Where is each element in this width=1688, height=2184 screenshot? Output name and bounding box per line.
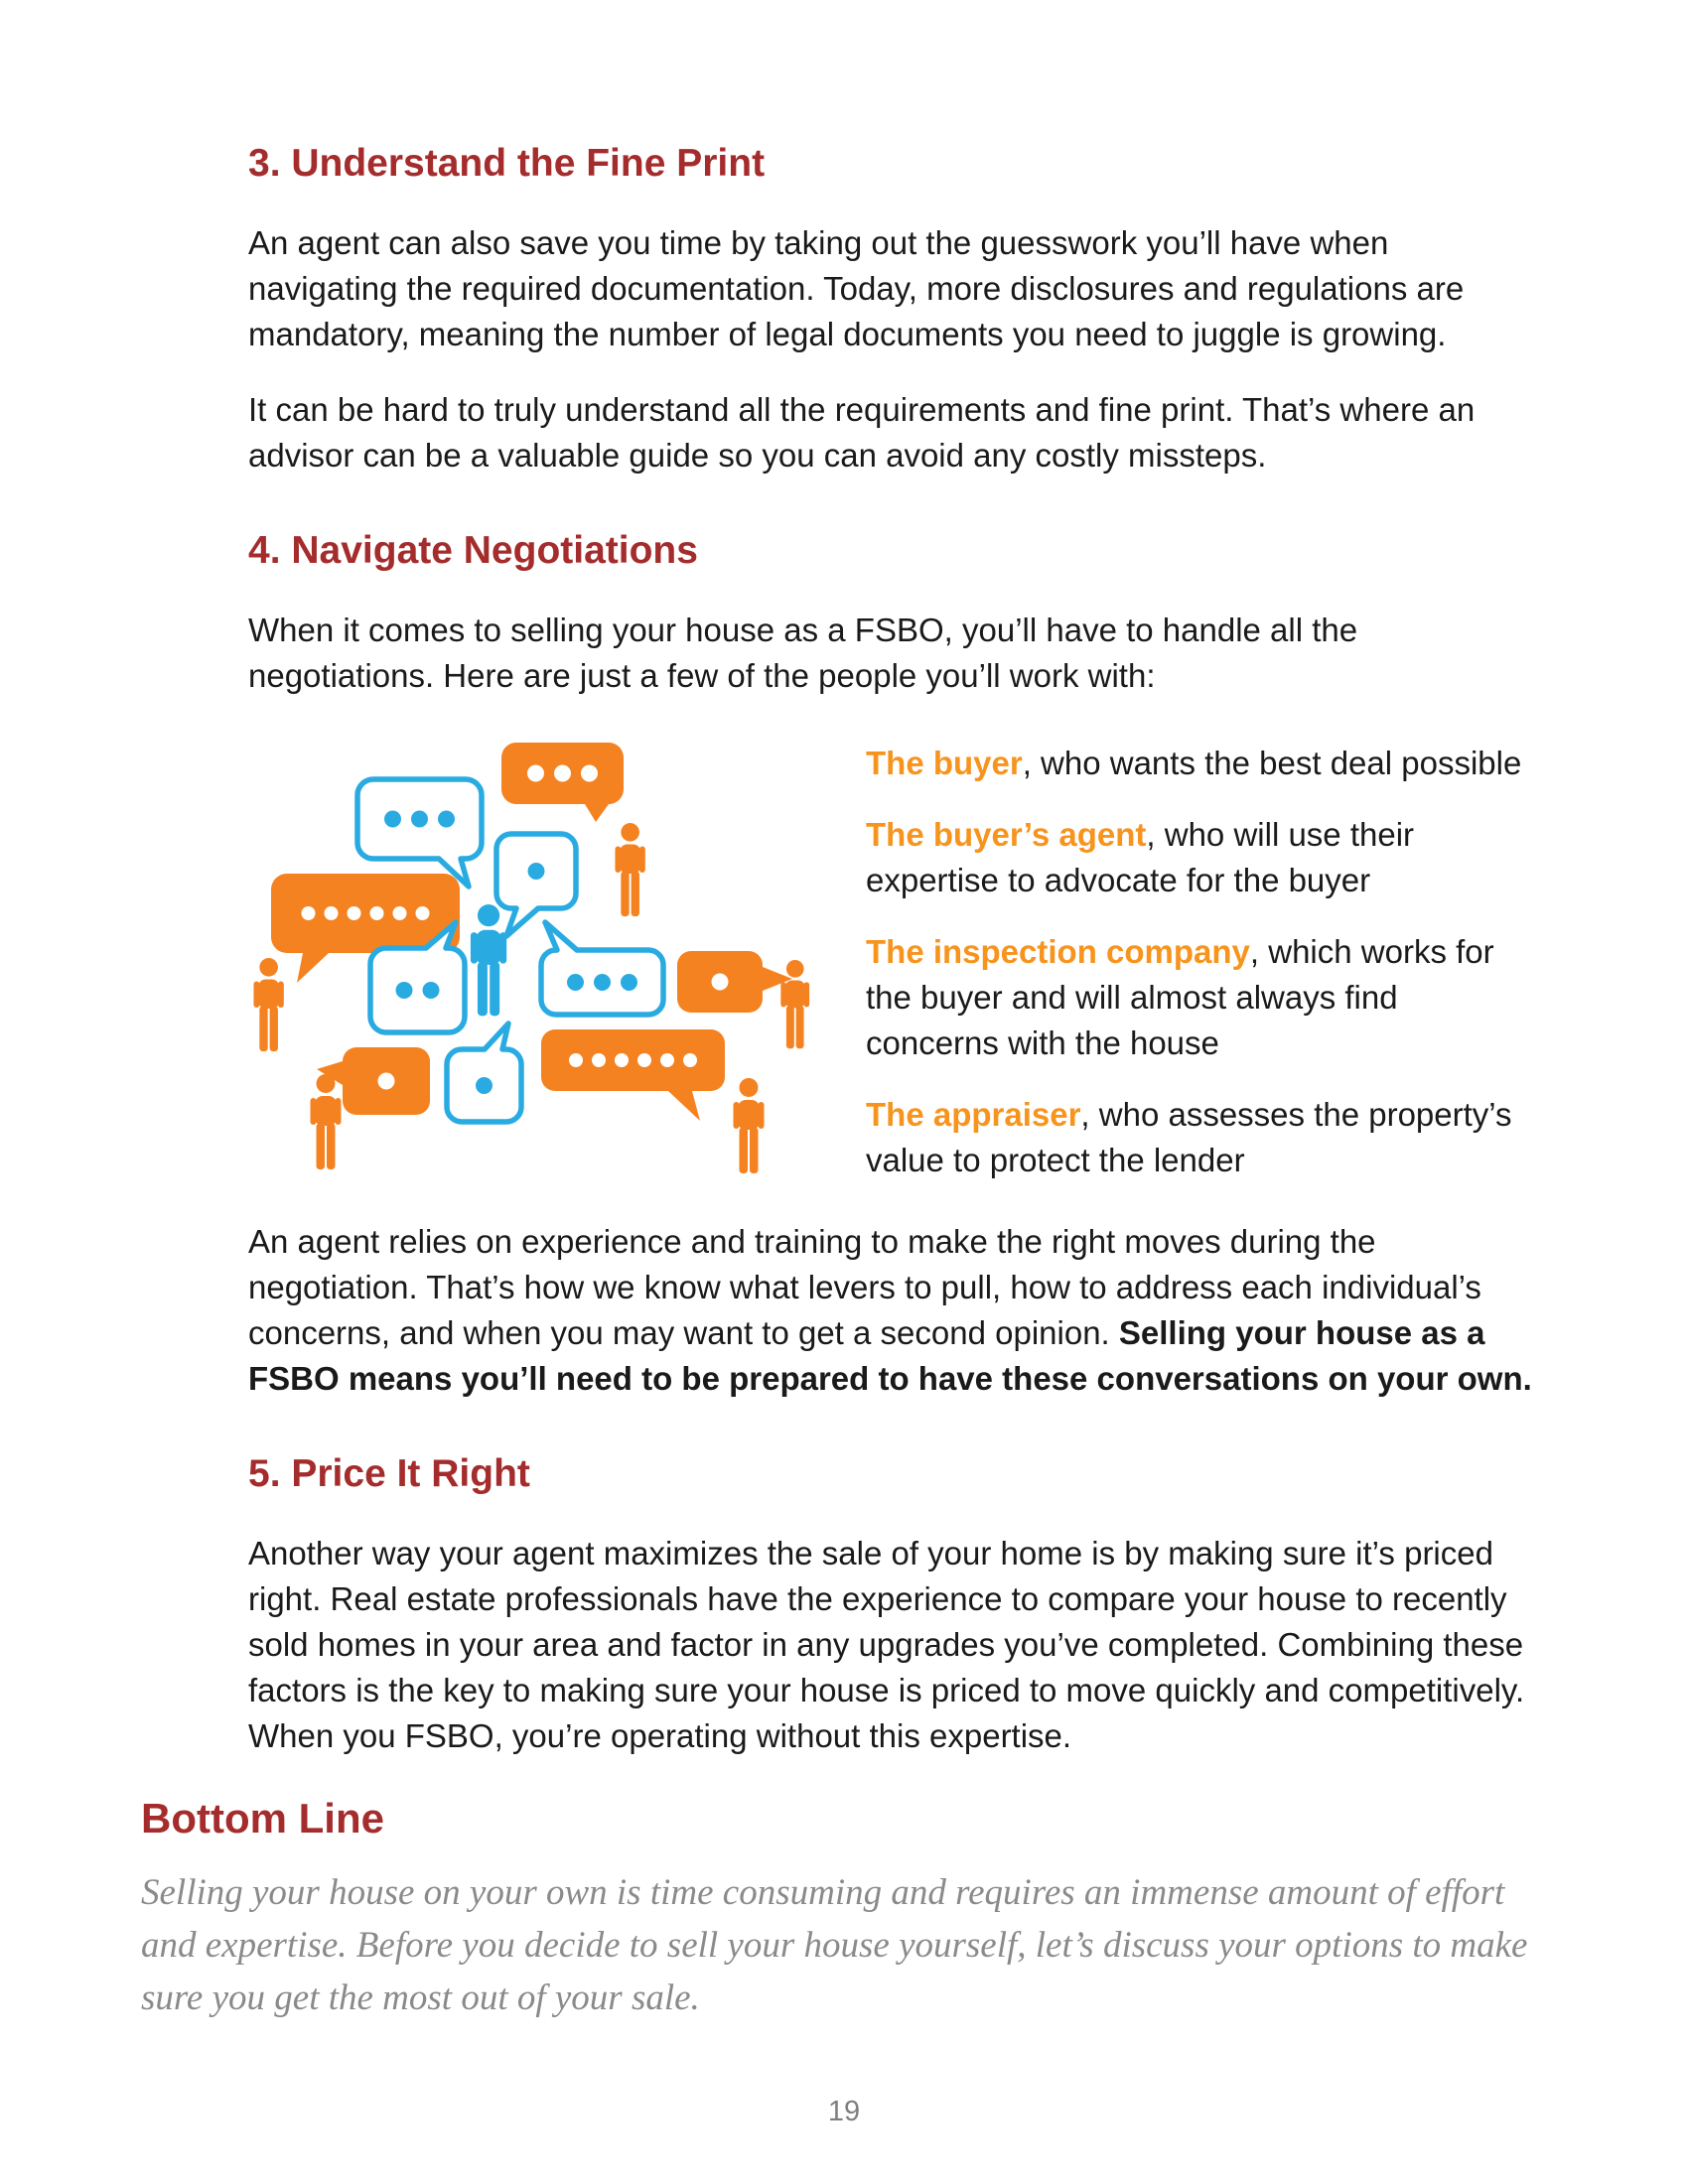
section-heading-negotiations: 4. Navigate Negotiations bbox=[248, 529, 698, 572]
paragraph-price: Another way your agent maximizes the sale of your home is by making sure it’s priced right. Real estate professionals have the experience to compare your house to recently sold homes in your area and factor in any upgrades you’ve completed. Combining these factors is the key to making sure your house is priced to move quickly and competitively. When you FSBO, you’re operating without this expertise. bbox=[248, 1535, 1525, 1754]
outro-bold-text: Selling your house as a FSBO means you’ll need to be prepared to have these conversations on your own. bbox=[248, 1314, 1532, 1397]
page-number: 19 bbox=[827, 2096, 861, 2127]
speech-bubble-icon bbox=[501, 743, 624, 822]
party-text: , who assesses the property’s value to protect the lender bbox=[866, 1096, 1512, 1178]
person-icon bbox=[615, 823, 644, 916]
negotiation-parties-list bbox=[866, 725, 1539, 1183]
speech-bubble-icon bbox=[357, 779, 482, 887]
person-icon bbox=[311, 1074, 342, 1169]
party-item-inspection-company bbox=[866, 929, 1539, 1066]
person-icon bbox=[253, 958, 283, 1051]
conversation-illustration-svg bbox=[179, 725, 834, 1181]
outro-text: An agent relies on experience and training to make the right moves during the negotiation. That’s how we know what levers to pull, how to address each individual’s concerns, and when you may want to get a second opinion. bbox=[248, 1223, 1481, 1351]
negotiation-figure bbox=[179, 725, 1539, 1183]
person-icon bbox=[780, 960, 809, 1048]
party-lead: The buyer bbox=[866, 745, 1023, 781]
section-heading-fine-print: 3. Understand the Fine Print bbox=[248, 142, 766, 185]
bottom-line-text: Selling your house on your own is time consuming and requires an immense amount of effort and expertise. Before you decide to sell your house yourself, let’s discuss your options to make sure you get the most out of your sale. bbox=[141, 1872, 1528, 2018]
speech-bubble-icon bbox=[541, 922, 663, 1015]
paragraph-fine-print-1: An agent can also save you time by taking out the guesswork you’ll have when navigating the required documentation. Today, more disclosures and regulations are mandatory, meaning the number of legal documents you need to juggle is growing. bbox=[248, 224, 1465, 352]
bottom-line-section bbox=[0, 1759, 1688, 2024]
party-lead: The buyer’s agent bbox=[866, 816, 1147, 853]
section-heading-price: 5. Price It Right bbox=[248, 1452, 530, 1495]
party-lead: The appraiser bbox=[866, 1096, 1081, 1133]
party-lead: The inspection company bbox=[866, 933, 1250, 970]
speech-bubble-icon bbox=[677, 951, 792, 1013]
conversation-illustration bbox=[179, 725, 834, 1181]
speech-bubble-icon bbox=[447, 1024, 521, 1122]
person-icon bbox=[734, 1078, 765, 1173]
party-text: , who wants the best deal possible bbox=[1022, 745, 1522, 781]
bottom-line-heading: Bottom Line bbox=[141, 1795, 384, 1842]
paragraph-negotiations-intro: When it comes to selling your house as a FSBO, you’ll have to handle all the negotiations. Here are just a few of the people you’ll work with: bbox=[248, 612, 1358, 694]
party-item-appraiser bbox=[866, 1092, 1539, 1183]
person-icon bbox=[471, 904, 506, 1016]
party-text: , who will use their expertise to advocate for the buyer bbox=[866, 816, 1415, 898]
paragraph-negotiations-outro bbox=[248, 1219, 1539, 1402]
paragraph-fine-print-2: It can be hard to truly understand all the requirements and fine print. That’s where an advisor can be a valuable guide so you can avoid any costly missteps. bbox=[248, 391, 1476, 474]
speech-bubble-icon bbox=[541, 1029, 725, 1121]
party-item-buyer bbox=[866, 741, 1539, 786]
party-text: , which works for the buyer and will almost always find concerns with the house bbox=[866, 933, 1494, 1061]
speech-bubble-icon bbox=[496, 834, 576, 936]
party-item-buyers-agent bbox=[866, 812, 1539, 903]
